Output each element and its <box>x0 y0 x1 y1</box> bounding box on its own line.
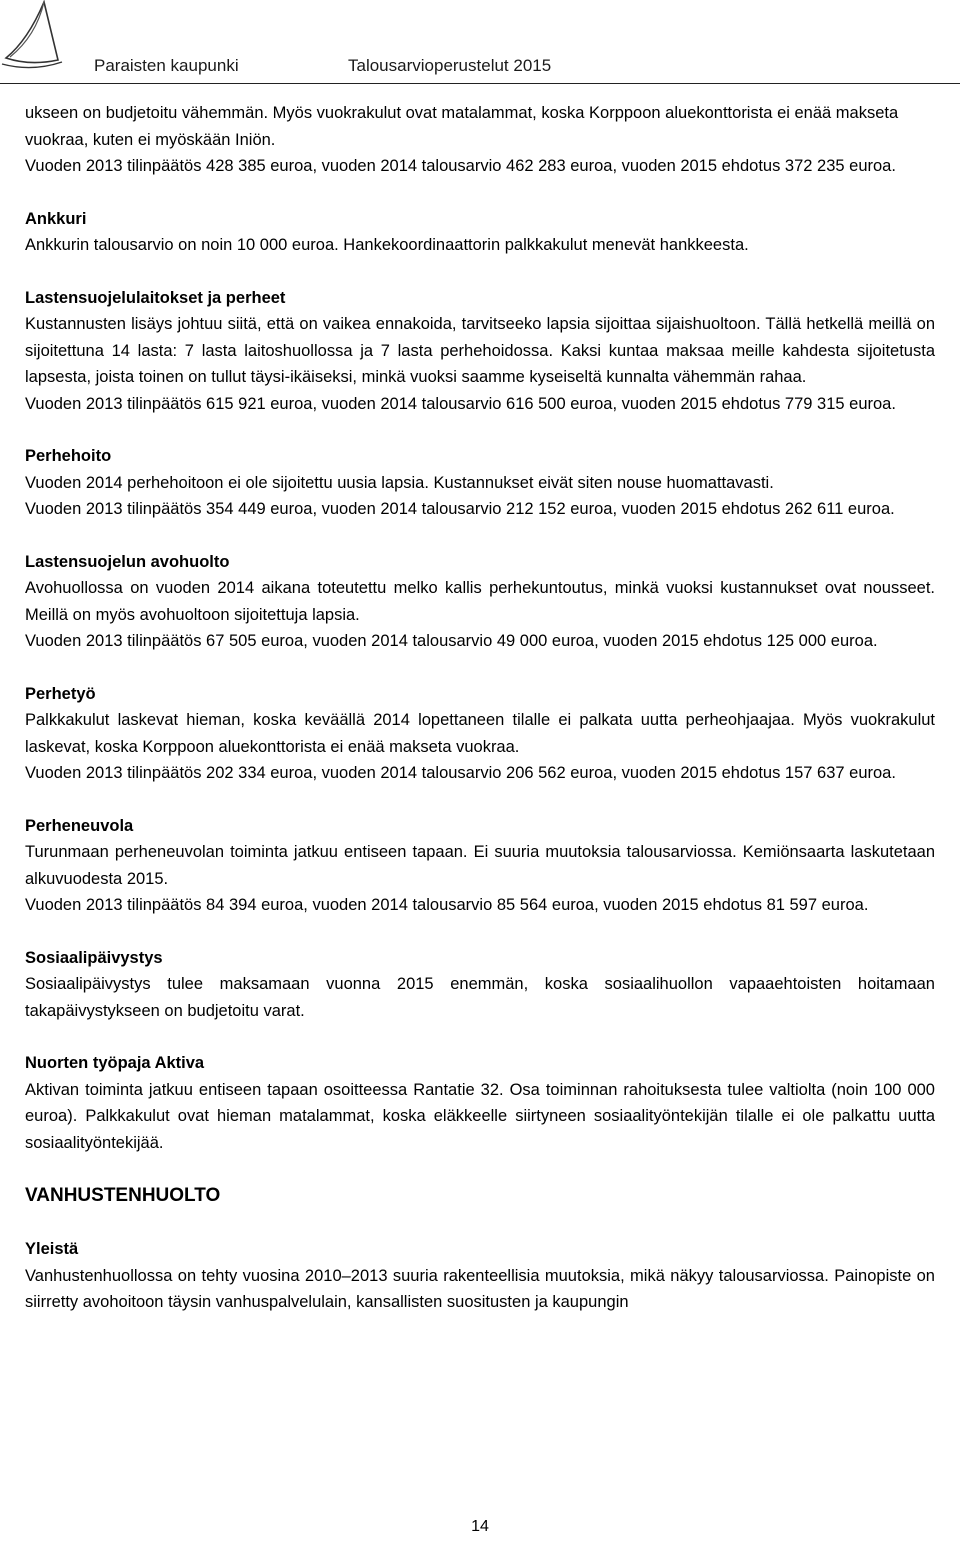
section-paragraph: Vuoden 2014 perhehoitoon ei ole sijoitettu uusia lapsia. Kustannukset eivät siten nouse huomattavasti. <box>25 473 774 492</box>
section-paragraph: Kustannusten lisäys johtuu siitä, että on vaikea ennakoida, tarvitseeko lapsia sijoittaa sijaishuoltoon. Tällä hetkellä meillä on sijoitettuna 14 lasta: 7 lasta laitoshuollossa ja 7 lasta perhehoidossa. Kaksi kuntaa maksaa meille kahdesta sijoitetusta lapsesta, joista toinen on tullut täysi-ikäiseksi, minkä vuoksi saamme kyseiseltä kunnalta vähemmän rahaa. <box>25 315 935 386</box>
section-heading-ankkuri: Ankkuri <box>25 209 87 228</box>
page-content <box>25 100 935 1316</box>
section-paragraph: Vanhustenhuollossa on tehty vuosina 2010–2013 suuria rakenteellisia muutoksia, mikä näkyy talousarviossa. Painopiste on siirretty avohoitoon täysin vanhuspalvelulain, kansallisten suositusten ja kaupungin <box>25 1266 935 1311</box>
section-budget-figures: Vuoden 2013 tilinpäätös 84 394 euroa, vuoden 2014 talousarvio 85 564 euroa, vuoden 2015 ehdotus 81 597 euroa. <box>25 896 869 914</box>
document-title: Talousarvioperustelut 2015 <box>348 56 552 75</box>
section-paragraph: Turunmaan perheneuvolan toiminta jatkuu entiseen tapaan. Ei suuria muutoksia talousarviossa. Kemiönsaarta laskutetaan alkuvuodesta 2015. <box>25 843 935 888</box>
section-heading-perheneuvola: Perheneuvola <box>25 816 134 835</box>
section-paragraph: Palkkakulut laskevat hieman, koska keväällä 2014 lopettaneen tilalle ei palkata uutta perheohjaajaa. Myös vuokrakulut laskevat, koska Korppoon aluekonttorista ei enää makseta vuokraa. <box>25 711 935 756</box>
section-paragraph: Avohuollossa on vuoden 2014 aikana toteutettu melko kallis perhekuntoutus, minkä vuoksi kustannukset ovat nousseet. Meillä on myös avohuoltoon sijoitettuja lapsia. <box>25 579 935 624</box>
intro-paragraph: ukseen on budjetoitu vähemmän. Myös vuokrakulut ovat matalammat, koska Korppoon aluekonttorista ei enää makseta vuokraa, kuten ei myöskään Iniön. <box>25 104 899 149</box>
header-divider <box>0 83 960 84</box>
section-heading-perhetyo: Perhetyö <box>25 684 96 703</box>
intro-budget-figures: Vuoden 2013 tilinpäätös 428 385 euroa, vuoden 2014 talousarvio 462 283 euroa, vuoden 2015 ehdotus 372 235 euroa. <box>25 157 896 175</box>
section-heading-sosiaalipaivystys: Sosiaalipäivystys <box>25 948 163 967</box>
section-paragraph: Ankkurin talousarvio on noin 10 000 euroa. Hankekoordinaattorin palkkakulut menevät hankkeesta. <box>25 236 749 254</box>
section-heading-yleista: Yleistä <box>25 1240 79 1258</box>
page-header <box>0 0 960 84</box>
section-heading-lastensuojelulaitokset: Lastensuojelulaitokset ja perheet <box>25 288 286 307</box>
section-budget-figures: Vuoden 2013 tilinpäätös 202 334 euroa, vuoden 2014 talousarvio 206 562 euroa, vuoden 2015 ehdotus 157 637 euroa. <box>25 764 896 782</box>
section-budget-figures: Vuoden 2013 tilinpäätös 67 505 euroa, vuoden 2014 talousarvio 49 000 euroa, vuoden 2015 ehdotus 125 000 euroa. <box>25 632 878 650</box>
section-budget-figures: Vuoden 2013 tilinpäätös 615 921 euroa, vuoden 2014 talousarvio 616 500 euroa, vuoden 2015 ehdotus 779 315 euroa. <box>25 394 896 413</box>
page-number: 14 <box>471 1518 489 1535</box>
section-budget-figures: Vuoden 2013 tilinpäätös 354 449 euroa, vuoden 2014 talousarvio 212 152 euroa, vuoden 2015 ehdotus 262 611 euroa. <box>25 500 895 518</box>
sail-logo-icon <box>0 0 66 70</box>
major-heading-vanhustenhuolto: VANHUSTENHUOLTO <box>25 1185 221 1206</box>
section-heading-aktiva: Nuorten työpaja Aktiva <box>25 1054 205 1072</box>
section-heading-perhehoito: Perhehoito <box>25 447 112 465</box>
section-paragraph: Aktivan toiminta jatkuu entiseen tapaan osoitteessa Rantatie 32. Osa toiminnan rahoituksesta tulee valtiolta (noin 100 000 euroa). Palkkakulut ovat hieman matalammat, koska eläkkeelle siirtyneen sosiaalityöntekijän tilalle ei ole palkattu uutta sosiaalityöntekijää. <box>25 1080 935 1152</box>
section-paragraph: Sosiaalipäivystys tulee maksamaan vuonna 2015 enemmän, koska sosiaalihuollon vapaaehtoisten hoitamaan takapäivystykseen on budjetoitu varat. <box>25 975 935 1020</box>
organization-name: Paraisten kaupunki <box>94 56 239 75</box>
section-heading-avohuolto: Lastensuojelun avohuolto <box>25 552 230 571</box>
